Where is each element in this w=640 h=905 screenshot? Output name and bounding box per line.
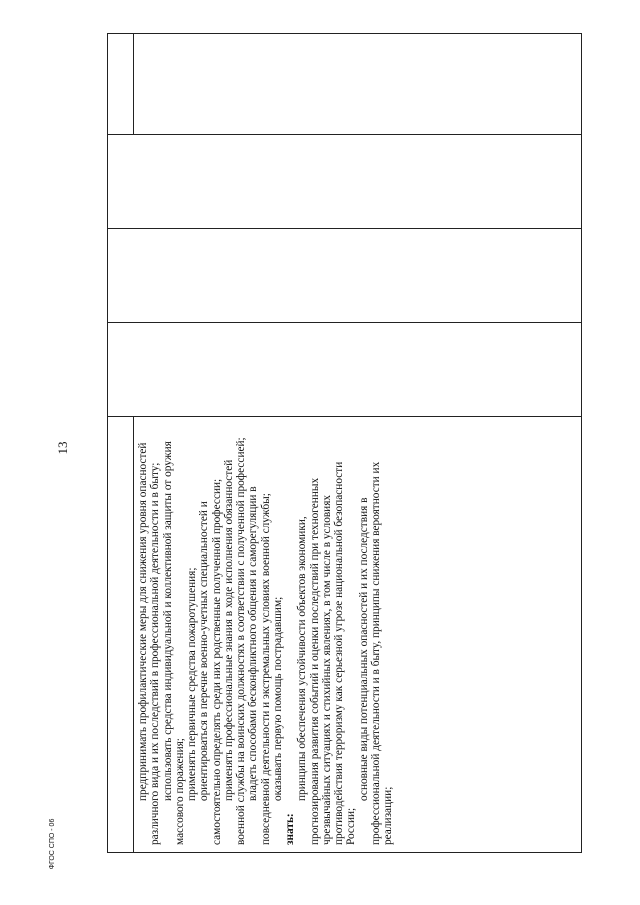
table-border-right	[107, 33, 582, 34]
table-border-left	[107, 852, 582, 853]
column-divider-1	[107, 416, 582, 417]
paragraph-3: ориентироваться в перечне военно-учетных специальностей и самостоятельно определять среди них родственные полученной профессии;	[198, 478, 223, 845]
column-divider-4	[107, 134, 582, 135]
paragraph-9: основные виды потенциальных опасностей и их последствия в профессиональной деятельности и в быту, принципы снижения вероятности их реализации;	[357, 461, 394, 845]
paragraph-0: предпринимать профилактические меры для снижения уровня опасностей различного вида и их последствий в профессиональной деятельности и в быту;	[137, 442, 162, 845]
paragraph-know-heading: знать:	[284, 813, 296, 845]
paragraph-4: применять профессиональные знания в ходе исполнения обязанностей военной службы на воинских должностях в соответствии с полученной профессией;	[222, 437, 247, 845]
paragraph-8: принципы обеспечения устойчивости объектов экономики, прогнозирования развития событий и оценки последствий при техногенных чрезвычайных ситуациях и стихийных явлениях, в том числе в условиях противодействия терроризму как серьезной угрозе национальной безопасности России;	[296, 461, 358, 845]
competency-table	[107, 33, 582, 853]
footer-label: ФГОС СПО - 06	[49, 818, 56, 870]
paragraph-5: владеть способами бесконфликтного общения и саморегуляции в повседневной деятельности и экстремальных условиях военной службы;	[247, 486, 272, 845]
paragraph-1: использовать средства индивидуальной и коллективной защиты от оружия массового поражения;	[161, 441, 186, 845]
page-number: 13	[55, 441, 70, 455]
column-divider-2	[107, 322, 582, 323]
rotated-table-region	[107, 33, 582, 853]
row-divider-right	[133, 33, 134, 135]
table-border-top	[107, 33, 108, 853]
paragraph-6: оказывать первую помощь пострадавшим;	[271, 596, 284, 801]
table-border-bottom	[581, 33, 582, 853]
row-divider-left	[133, 417, 134, 853]
competency-text-cell	[137, 435, 557, 845]
paragraph-2: применять первичные средства пожаротушения;	[186, 567, 198, 801]
column-divider-3	[107, 228, 582, 229]
